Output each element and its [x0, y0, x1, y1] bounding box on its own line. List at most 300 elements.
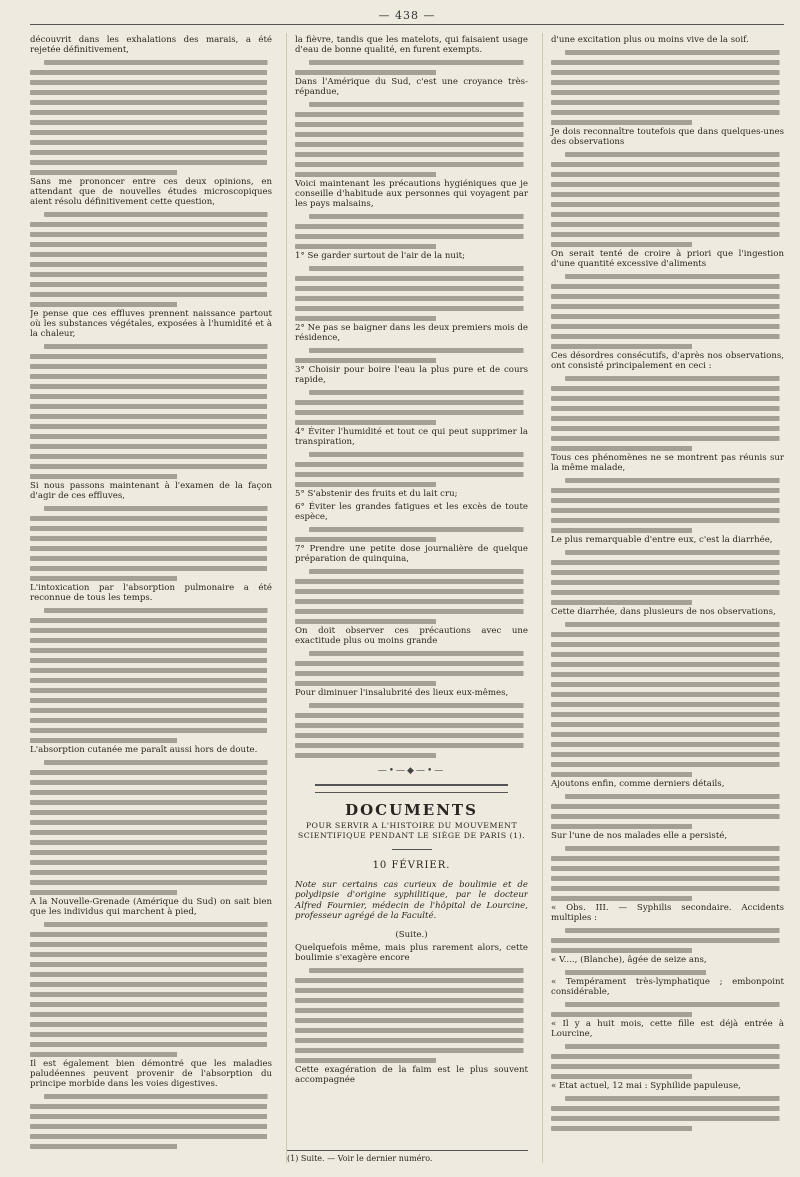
text-line	[551, 172, 784, 177]
text-line	[551, 824, 695, 829]
text-line	[30, 414, 272, 419]
section-subtitle: POUR SERVIR A L'HISTOIRE DU MOUVEMENT SCIENTIFIQUE PENDANT LE SIÈGE DE PARIS (1).	[297, 821, 526, 840]
text-line	[30, 840, 272, 845]
col3-block-m	[551, 1044, 784, 1079]
text-line	[30, 962, 272, 967]
text-line	[295, 537, 439, 542]
text-line	[30, 718, 272, 723]
text-line	[44, 608, 272, 613]
col2-block-g	[295, 452, 528, 487]
text-line	[30, 800, 272, 805]
col1-block-f	[30, 760, 272, 895]
text-line	[30, 952, 272, 957]
column-3	[542, 33, 784, 1163]
text-line	[30, 1114, 272, 1119]
text-line	[30, 232, 272, 237]
col3-snippet: Le plus remarquable d'entre eux, c'est la diarrhée,	[551, 535, 773, 545]
text-line	[551, 446, 695, 451]
text-line	[295, 234, 528, 239]
col1-snippet: Il est également bien démontré que les maladies paludéennes peuvent provenir de l'absorption du principe morbide dans les voies digestives.	[30, 1059, 272, 1089]
text-line	[30, 566, 272, 571]
col2-snippet: 5° S'abstenir des fruits et du lait cru;	[295, 489, 458, 499]
text-line	[30, 292, 272, 297]
text-line	[295, 286, 528, 291]
text-line	[309, 569, 528, 574]
text-line	[551, 344, 695, 349]
text-line	[295, 723, 528, 728]
text-line	[30, 932, 272, 937]
text-line	[551, 712, 784, 717]
text-line	[551, 742, 784, 747]
col3-snippet: On serait tenté de croire à priori que l'ingestion d'une quantité excessive d'aliments	[551, 249, 784, 269]
text-line	[551, 560, 784, 565]
text-line	[309, 968, 528, 973]
text-line	[30, 668, 272, 673]
text-line	[565, 1002, 784, 1007]
col3-block-k	[551, 970, 784, 975]
text-line	[295, 619, 439, 624]
text-line	[30, 546, 272, 551]
text-line	[565, 846, 784, 851]
col2-snippet: Pour diminuer l'insalubrité des lieux eux-mêmes,	[295, 688, 509, 698]
text-line	[551, 762, 784, 767]
text-line	[30, 536, 272, 541]
col3-block-b	[551, 152, 784, 247]
text-line	[30, 992, 272, 997]
text-line	[295, 713, 528, 718]
text-line	[551, 600, 695, 605]
text-line	[30, 790, 272, 795]
text-line	[551, 1064, 784, 1069]
text-line	[551, 772, 695, 777]
col1-block-e	[30, 608, 272, 743]
text-line	[551, 498, 784, 503]
col3-snippet: Cette diarrhée, dans plusieurs de nos observations,	[551, 607, 776, 617]
text-line	[30, 262, 272, 267]
text-line	[30, 880, 272, 885]
text-line	[551, 182, 784, 187]
text-line	[551, 752, 784, 757]
text-line	[551, 294, 784, 299]
text-line	[551, 488, 784, 493]
text-line	[551, 192, 784, 197]
text-line	[30, 70, 272, 75]
text-line	[30, 678, 272, 683]
col2-block-j	[295, 651, 528, 686]
text-line	[295, 244, 439, 249]
text-line	[295, 420, 439, 425]
section-rule	[315, 784, 508, 793]
text-line	[295, 733, 528, 738]
text-line	[30, 780, 272, 785]
text-line	[565, 928, 784, 933]
text-line	[565, 794, 784, 799]
col1-block-h	[30, 1094, 272, 1149]
col3-snippet: « Il y a huit mois, cette fille est déjà entrée à Lourcine,	[551, 1019, 784, 1039]
text-line	[30, 698, 272, 703]
col3-snippet: Sur l'une de nos malades elle a persisté,	[551, 831, 728, 841]
col2-block-d	[295, 266, 528, 321]
text-line	[565, 50, 784, 55]
col2-block-f	[295, 390, 528, 425]
text-line	[551, 314, 784, 319]
col2-snippet: Voici maintenant les précautions hygiéniques que je conseille d'habitude aux personnes qui voyagent par les pays malsains,	[295, 179, 528, 209]
text-line	[551, 120, 695, 125]
text-line	[30, 1022, 272, 1027]
text-line	[295, 978, 528, 983]
article-suite: (Suite.)	[395, 930, 428, 941]
text-line	[30, 110, 272, 115]
col3-block-h	[551, 794, 784, 829]
text-line	[551, 642, 784, 647]
text-line	[30, 120, 272, 125]
text-line	[30, 728, 272, 733]
text-line	[30, 638, 272, 643]
col2-snippet: 2° Ne pas se baigner dans les deux premiers mois de résidence,	[295, 323, 528, 343]
text-line	[551, 386, 784, 391]
col2-snippet: 1° Se garder surtout de l'air de la nuit;	[295, 251, 465, 261]
col3-block-d	[551, 376, 784, 451]
col3-block-f	[551, 550, 784, 605]
text-line	[295, 400, 528, 405]
text-line	[30, 454, 272, 459]
footnote: (1) Suite. — Voir le dernier numéro.	[287, 1150, 528, 1163]
text-line	[551, 732, 784, 737]
col3-block-a	[551, 50, 784, 125]
text-line	[551, 212, 784, 217]
text-line	[295, 358, 439, 363]
col2-snippet: On doit observer ces précautions avec une exactitude plus ou moins grande	[295, 626, 528, 646]
text-line	[30, 272, 272, 277]
text-line	[30, 870, 272, 875]
text-line	[30, 860, 272, 865]
text-line	[44, 344, 272, 349]
col2-article-snippet: Cette exagération de la faim est le plus souvent accompagnée	[295, 1065, 528, 1086]
text-line	[551, 1106, 784, 1111]
text-line	[44, 760, 272, 765]
text-line	[30, 404, 272, 409]
text-line	[295, 122, 528, 127]
text-line	[309, 214, 528, 219]
text-line	[295, 988, 528, 993]
text-line	[309, 348, 528, 353]
col3-snippet: « Tempérament très-lymphatique ; embonpoint considérable,	[551, 977, 784, 997]
text-line	[30, 1012, 272, 1017]
text-line	[30, 526, 272, 531]
text-line	[30, 222, 272, 227]
text-line	[295, 112, 528, 117]
text-line	[30, 770, 272, 775]
text-line	[30, 474, 180, 479]
text-line	[30, 90, 272, 95]
text-line	[295, 743, 528, 748]
col3-block-c	[551, 274, 784, 349]
col3-snippet: « V...., (Blanche), âgée de seize ans,	[551, 955, 707, 965]
col3-block-j	[551, 928, 784, 953]
text-line	[551, 682, 784, 687]
col1-snippet: découvrit dans les exhalations des marais, a été rejetée définitivement,	[30, 35, 272, 55]
text-line	[44, 922, 272, 927]
col2-snippet: 6° Éviter les grandes fatigues et les excès de toute espèce,	[295, 502, 528, 522]
text-line	[551, 334, 784, 339]
col3-block-g	[551, 622, 784, 777]
text-line	[551, 590, 784, 595]
text-line	[551, 886, 784, 891]
col1-snippet: Je pense que ces effluves prennent naissance partout où les substances végétales, exposées à l'humidité et à la chaleur,	[30, 309, 272, 339]
text-line	[551, 1054, 784, 1059]
col3-snippet: Tous ces phénomènes ne se montrent pas réunis sur la même malade,	[551, 453, 784, 473]
text-line	[551, 722, 784, 727]
col1-snippet: L'intoxication par l'absorption pulmonaire a été reconnue de tous les temps.	[30, 583, 272, 603]
text-line	[44, 212, 272, 217]
text-line	[551, 426, 784, 431]
text-line	[30, 302, 180, 307]
col1-block-g	[30, 922, 272, 1057]
text-line	[295, 482, 439, 487]
text-line	[30, 374, 272, 379]
text-line	[295, 132, 528, 137]
text-line	[551, 304, 784, 309]
text-line	[295, 753, 439, 758]
text-line	[295, 296, 528, 301]
text-line	[30, 850, 272, 855]
text-line	[30, 708, 272, 713]
col1-snippet: L'absorption cutanée me paraît aussi hors de doute.	[30, 745, 258, 755]
text-line	[295, 1028, 528, 1033]
text-line	[30, 384, 272, 389]
text-line	[551, 80, 784, 85]
text-line	[30, 170, 180, 175]
text-line	[30, 1124, 272, 1129]
text-line	[30, 628, 272, 633]
text-line	[295, 1048, 528, 1053]
text-line	[309, 266, 528, 271]
text-line	[295, 172, 439, 177]
text-line	[30, 1134, 272, 1139]
text-line	[551, 324, 784, 329]
text-line	[295, 162, 528, 167]
text-line	[551, 90, 784, 95]
col3-snippet: « Etat actuel, 12 mai : Syphilide papuleuse,	[551, 1081, 741, 1091]
text-line	[565, 1096, 784, 1101]
col1-snippet: Si nous passons maintenant à l'examen de la façon d'agir de ces effluves,	[30, 481, 272, 501]
text-line	[295, 661, 528, 666]
text-line	[309, 390, 528, 395]
text-line	[30, 1104, 272, 1109]
text-line	[551, 416, 784, 421]
text-line	[30, 242, 272, 247]
text-line	[295, 152, 528, 157]
text-line	[551, 396, 784, 401]
text-line	[295, 316, 439, 321]
text-line	[30, 434, 272, 439]
col2-snippet: la fièvre, tandis que les matelots, qui faisaient usage d'eau de bonne qualité, en furent exempts.	[295, 35, 528, 55]
article-date: 10 FÉVRIER.	[372, 860, 451, 871]
text-line	[551, 814, 784, 819]
text-line	[30, 252, 272, 257]
text-line	[551, 242, 695, 247]
text-line	[30, 364, 272, 369]
col3-snippet: Ces désordres consécutifs, d'après nos observations, ont consisté principalement en ceci :	[551, 351, 784, 371]
column-2	[286, 33, 528, 1163]
col1-block-d	[30, 506, 272, 581]
text-line	[30, 444, 272, 449]
text-line	[30, 1052, 180, 1057]
col3-block-e	[551, 478, 784, 533]
ornament-divider: —•—◆—•—	[377, 766, 446, 776]
text-line	[551, 866, 784, 871]
text-line	[309, 102, 528, 107]
col2-block-b	[295, 102, 528, 177]
text-line	[295, 472, 528, 477]
text-line	[551, 508, 784, 513]
col1-block-a	[30, 60, 272, 175]
col2-snippet: Dans l'Amérique du Sud, c'est une croyance très-répandue,	[295, 77, 528, 97]
text-line	[295, 599, 528, 604]
text-line	[30, 394, 272, 399]
text-line	[551, 580, 784, 585]
col2-snippet: 3° Choisir pour boire l'eau la plus pure et de cours rapide,	[295, 365, 528, 385]
col2-block-a	[295, 60, 528, 75]
text-line	[295, 681, 439, 686]
text-line	[551, 1126, 695, 1131]
text-line	[551, 222, 784, 227]
text-line	[295, 579, 528, 584]
text-line	[295, 1018, 528, 1023]
separator	[392, 849, 432, 850]
text-line	[309, 651, 528, 656]
text-line	[295, 1008, 528, 1013]
text-line	[551, 804, 784, 809]
text-line	[30, 1144, 180, 1149]
text-line	[30, 424, 272, 429]
text-line	[565, 478, 784, 483]
text-line	[30, 830, 272, 835]
text-line	[30, 658, 272, 663]
text-line	[551, 632, 784, 637]
col3-snippet: « Obs. III. — Syphilis secondaire. Accidents multiples :	[551, 903, 784, 923]
text-line	[30, 576, 180, 581]
text-line	[551, 570, 784, 575]
text-line	[30, 982, 272, 987]
text-line	[309, 527, 528, 532]
text-line	[551, 60, 784, 65]
text-line	[295, 462, 528, 467]
text-line	[551, 1116, 784, 1121]
text-line	[30, 820, 272, 825]
text-line	[551, 702, 784, 707]
text-line	[30, 738, 180, 743]
text-line	[295, 1058, 439, 1063]
text-line	[30, 516, 272, 521]
text-line	[551, 896, 695, 901]
text-line	[551, 528, 695, 533]
col3-snippet: d'une excitation plus ou moins vive de la soif.	[551, 35, 749, 45]
text-line	[551, 948, 695, 953]
column-1	[30, 33, 272, 1163]
text-line	[295, 224, 528, 229]
col3-block-i	[551, 846, 784, 901]
text-line	[295, 998, 528, 1003]
text-line	[551, 692, 784, 697]
text-line	[309, 703, 528, 708]
text-line	[30, 150, 272, 155]
text-line	[551, 100, 784, 105]
text-line	[551, 876, 784, 881]
text-line	[565, 622, 784, 627]
text-line	[551, 202, 784, 207]
text-line	[551, 436, 784, 441]
text-line	[565, 1044, 784, 1049]
col1-block-c	[30, 344, 272, 479]
text-line	[44, 1094, 272, 1099]
col2-block-i	[295, 569, 528, 624]
text-line	[30, 688, 272, 693]
text-line	[309, 60, 528, 65]
text-line	[551, 672, 784, 677]
col2-block-c	[295, 214, 528, 249]
col2-block-k	[295, 703, 528, 758]
text-line	[551, 518, 784, 523]
text-line	[295, 671, 528, 676]
col1-snippet: Sans me prononcer entre ces deux opinions, en attendant que de nouvelles études microscopiques aient résolu définitivement cette question,	[30, 177, 272, 207]
text-line	[30, 354, 272, 359]
text-line	[551, 70, 784, 75]
text-line	[30, 100, 272, 105]
text-line	[565, 152, 784, 157]
text-line	[30, 648, 272, 653]
text-line	[30, 556, 272, 561]
col2-block-l	[295, 968, 528, 1063]
col2-snippet: 4° Éviter l'humidité et tout ce qui peut supprimer la transpiration,	[295, 427, 528, 447]
col3-block-l	[551, 1002, 784, 1017]
text-line	[295, 1038, 528, 1043]
text-line	[551, 284, 784, 289]
text-line	[30, 1002, 272, 1007]
text-line	[551, 652, 784, 657]
text-line	[295, 70, 439, 75]
text-line	[30, 160, 272, 165]
text-line	[30, 810, 272, 815]
col3-block-n	[551, 1096, 784, 1131]
text-line	[551, 406, 784, 411]
text-line	[565, 970, 709, 975]
text-line	[551, 938, 784, 943]
text-line	[565, 550, 784, 555]
text-line	[30, 140, 272, 145]
col2-block-e	[295, 348, 528, 363]
text-line	[30, 464, 272, 469]
text-line	[551, 232, 784, 237]
text-line	[295, 410, 528, 415]
text-line	[551, 662, 784, 667]
text-line	[551, 1012, 695, 1017]
col3-snippet: Ajoutons enfin, comme derniers détails,	[551, 779, 725, 789]
col1-block-b	[30, 212, 272, 307]
article-title: Note sur certains cas curieux de boulimie et de polydipsie d'origine syphilitique, par le docteur Alfred Fournier, médecin de l'hôpital de Lourcine, professeur agrégé de la Faculté.	[295, 879, 528, 922]
text-line	[30, 890, 180, 895]
col2-block-h	[295, 527, 528, 542]
section-title: DOCUMENTS	[345, 801, 478, 819]
text-line	[30, 130, 272, 135]
col2-snippet: 7° Prendre une petite dose journalière de quelque préparation de quinquina,	[295, 544, 528, 564]
text-line	[30, 80, 272, 85]
text-line	[295, 609, 528, 614]
columns	[30, 33, 784, 1163]
text-line	[30, 1042, 272, 1047]
text-line	[295, 589, 528, 594]
text-line	[565, 274, 784, 279]
